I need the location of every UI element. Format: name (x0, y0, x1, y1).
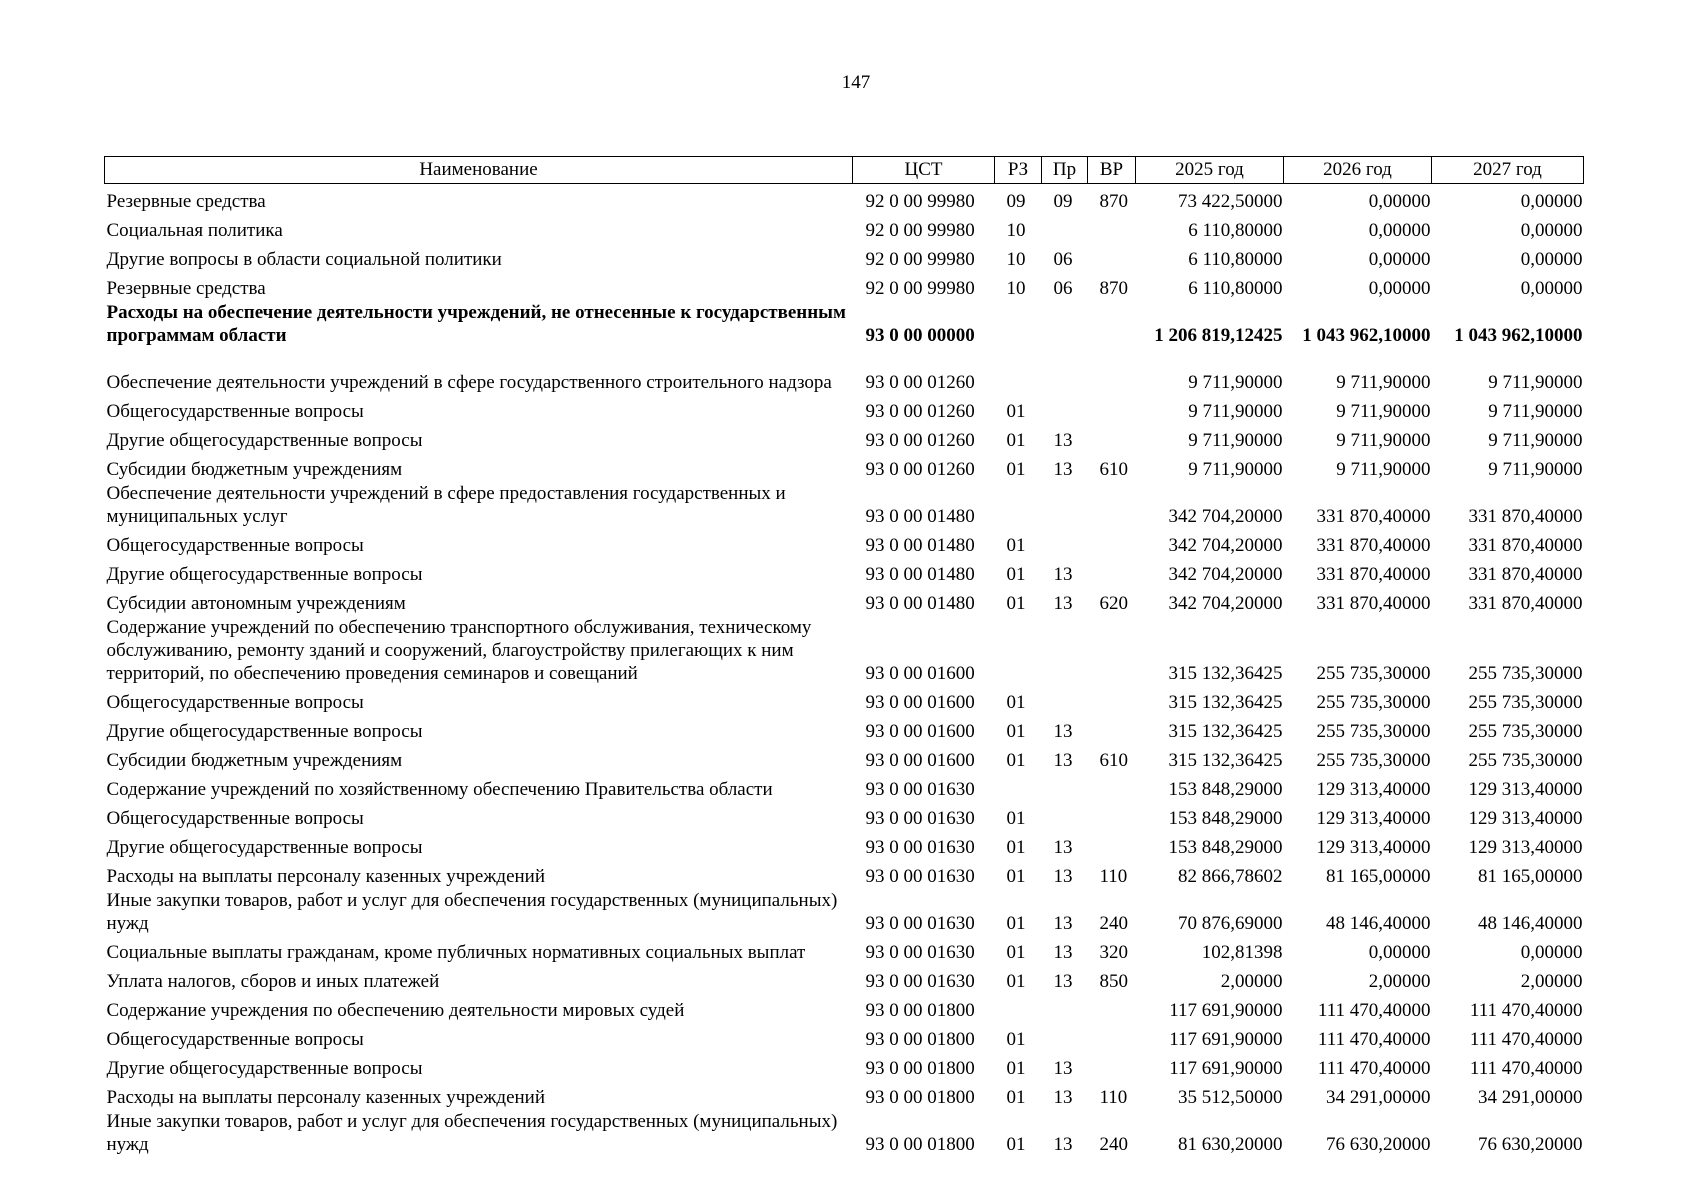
cell-cst: 93 0 00 00000 (865, 325, 975, 346)
cell-year-2026: 129 313,40000 (1316, 779, 1431, 800)
cell-vr (1088, 300, 1136, 347)
cell-year-2026: 0,00000 (1368, 942, 1431, 963)
cell-rz: 10 (1006, 249, 1026, 270)
cell-pr: 13 (1053, 942, 1073, 963)
cell-cst: 93 0 00 01600 (865, 663, 975, 684)
header-year-2026: 2026 год (1284, 157, 1432, 184)
page-number: 147 (841, 72, 871, 93)
cell-year-2027: 9 711,90000 (1488, 430, 1583, 451)
cell-year-2026: 9 711,90000 (1336, 372, 1431, 393)
cell-vr (1088, 394, 1136, 423)
cell-year-2027: 0,00000 (1520, 249, 1583, 270)
cell-cst: 92 0 00 99980 (865, 278, 975, 299)
cell-cst: 93 0 00 01480 (865, 593, 975, 614)
cell-year-2027: 81 165,00000 (1478, 866, 1583, 887)
cell-cst: 92 0 00 99980 (865, 220, 975, 241)
cell-name: Общегосударственные вопросы (106, 401, 364, 422)
cell-year-2026: 129 313,40000 (1316, 808, 1431, 829)
cell-year-2026: 0,00000 (1368, 191, 1431, 212)
cell-vr: 610 (1099, 750, 1128, 771)
cell-pr (1042, 1022, 1088, 1051)
cell-year-2027: 111 470,40000 (1469, 1000, 1583, 1021)
cell-cst: 93 0 00 01800 (865, 1000, 975, 1021)
cell-year-2025: 315 132,36425 (1168, 750, 1283, 771)
cell-cst: 93 0 00 01800 (865, 1134, 975, 1155)
cell-pr: 13 (1053, 459, 1073, 480)
table-row (105, 830, 1584, 859)
cell-name: Расходы на выплаты персоналу казенных учреждений (106, 1087, 546, 1108)
cell-year-2026: 255 735,30000 (1316, 750, 1431, 771)
cell-name: Другие вопросы в области социальной политики (106, 249, 502, 270)
cell-year-2025: 153 848,29000 (1168, 779, 1283, 800)
table-row (105, 1109, 1584, 1156)
cell-rz: 01 (1006, 535, 1026, 556)
cell-cst: 93 0 00 01480 (865, 564, 975, 585)
cell-rz: 01 (1006, 837, 1026, 858)
cell-year-2027: 2,00000 (1520, 971, 1583, 992)
cell-name: Социальная политика (106, 220, 283, 241)
cell-year-2027: 255 735,30000 (1468, 692, 1583, 713)
cell-name: Субсидии бюджетным учреждениям (106, 459, 403, 480)
header-year-2025: 2025 год (1136, 157, 1284, 184)
cell-year-2027: 255 735,30000 (1468, 721, 1583, 742)
cell-rz: 01 (1006, 593, 1026, 614)
cell-year-2025: 117 691,90000 (1169, 1058, 1283, 1079)
cell-vr: 870 (1099, 191, 1128, 212)
cell-pr: 13 (1053, 913, 1073, 934)
cell-vr: 240 (1099, 1134, 1128, 1155)
table-row (105, 964, 1584, 993)
table-row (105, 772, 1584, 801)
cell-cst: 93 0 00 01600 (865, 692, 975, 713)
cell-year-2027: 129 313,40000 (1468, 808, 1583, 829)
cell-name: Общегосударственные вопросы (106, 1029, 364, 1050)
cell-cst: 93 0 00 01630 (865, 837, 975, 858)
cell-year-2026: 34 291,00000 (1326, 1087, 1431, 1108)
cell-cst: 93 0 00 01600 (865, 721, 975, 742)
cell-vr (1088, 347, 1136, 394)
cell-year-2025: 9 711,90000 (1188, 401, 1283, 422)
cell-vr (1088, 423, 1136, 452)
cell-year-2026: 111 470,40000 (1317, 1058, 1431, 1079)
cell-rz: 01 (1006, 459, 1026, 480)
cell-year-2026: 331 870,40000 (1316, 506, 1431, 527)
cell-pr: 13 (1053, 750, 1073, 771)
cell-vr (1088, 557, 1136, 586)
cell-cst: 93 0 00 01480 (865, 535, 975, 556)
cell-vr: 240 (1099, 913, 1128, 934)
cell-rz: 09 (1006, 191, 1026, 212)
cell-year-2026: 9 711,90000 (1336, 430, 1431, 451)
cell-year-2027: 1 043 962,10000 (1454, 325, 1583, 346)
cell-pr (1042, 801, 1088, 830)
cell-cst: 93 0 00 01800 (865, 1087, 975, 1108)
cell-year-2025: 342 704,20000 (1168, 506, 1283, 527)
cell-name: Резервные средства (106, 278, 266, 299)
cell-year-2025: 73 422,50000 (1178, 191, 1283, 212)
cell-vr: 620 (1099, 593, 1128, 614)
table-row (105, 347, 1584, 394)
cell-name: Иные закупки товаров, работ и услуг для обеспечения государственных (муниципальных) нужд (106, 890, 838, 934)
cell-name: Субсидии автономным учреждениям (106, 593, 406, 614)
cell-year-2025: 9 711,90000 (1188, 372, 1283, 393)
cell-pr: 13 (1053, 1087, 1073, 1108)
cell-year-2027: 48 146,40000 (1478, 913, 1583, 934)
table-row (105, 213, 1584, 242)
table-row (105, 586, 1584, 615)
cell-year-2026: 48 146,40000 (1326, 913, 1431, 934)
cell-vr (1088, 528, 1136, 557)
cell-vr: 110 (1099, 1087, 1128, 1108)
table-row (105, 888, 1584, 935)
cell-year-2027: 331 870,40000 (1468, 564, 1583, 585)
cell-year-2025: 2,00000 (1220, 971, 1283, 992)
cell-vr: 870 (1099, 278, 1128, 299)
cell-rz: 01 (1006, 1087, 1026, 1108)
cell-rz: 01 (1006, 1058, 1026, 1079)
cell-rz: 01 (1006, 721, 1026, 742)
cell-pr: 13 (1053, 866, 1073, 887)
cell-rz: 01 (1006, 692, 1026, 713)
cell-pr: 13 (1053, 837, 1073, 858)
cell-name: Другие общегосударственные вопросы (106, 721, 423, 742)
cell-year-2026: 255 735,30000 (1316, 692, 1431, 713)
table-row (105, 935, 1584, 964)
cell-year-2026: 0,00000 (1368, 220, 1431, 241)
cell-pr: 13 (1053, 971, 1073, 992)
cell-name: Иные закупки товаров, работ и услуг для обеспечения государственных (муниципальных) нужд (106, 1111, 838, 1155)
cell-year-2026: 9 711,90000 (1336, 459, 1431, 480)
cell-name: Расходы на выплаты персоналу казенных учреждений (106, 866, 546, 887)
cell-cst: 93 0 00 01630 (865, 971, 975, 992)
cell-year-2025: 6 110,80000 (1188, 249, 1283, 270)
cell-vr (1088, 685, 1136, 714)
cell-rz: 01 (1006, 913, 1026, 934)
cell-year-2025: 342 704,20000 (1168, 564, 1283, 585)
cell-rz (995, 481, 1042, 528)
cell-rz: 01 (1006, 971, 1026, 992)
cell-pr: 06 (1053, 249, 1073, 270)
cell-pr: 13 (1053, 593, 1073, 614)
table-row (105, 300, 1584, 347)
table-header (105, 157, 1584, 184)
cell-cst: 93 0 00 01630 (865, 913, 975, 934)
cell-pr: 09 (1053, 191, 1073, 212)
cell-year-2026: 0,00000 (1368, 249, 1431, 270)
table-row (105, 184, 1584, 214)
cell-year-2025: 342 704,20000 (1168, 593, 1283, 614)
cell-year-2027: 34 291,00000 (1478, 1087, 1583, 1108)
cell-vr: 320 (1099, 942, 1128, 963)
cell-rz (995, 615, 1042, 685)
cell-cst: 93 0 00 01800 (865, 1058, 975, 1079)
cell-name: Другие общегосударственные вопросы (106, 564, 423, 585)
cell-rz (995, 300, 1042, 347)
header-cst: ЦСТ (853, 157, 995, 184)
cell-year-2026: 255 735,30000 (1316, 663, 1431, 684)
cell-rz: 10 (1006, 278, 1026, 299)
cell-year-2027: 76 630,20000 (1478, 1134, 1583, 1155)
cell-year-2025: 117 691,90000 (1169, 1000, 1283, 1021)
cell-vr (1088, 1022, 1136, 1051)
cell-name: Обеспечение деятельности учреждений в сфере государственного строительного надзора (106, 372, 832, 393)
header-name: Наименование (105, 157, 853, 184)
cell-year-2025: 153 848,29000 (1168, 837, 1283, 858)
cell-vr: 610 (1099, 459, 1128, 480)
cell-cst: 93 0 00 01260 (865, 430, 975, 451)
cell-rz: 01 (1006, 430, 1026, 451)
table-row (105, 271, 1584, 300)
cell-rz: 01 (1006, 866, 1026, 887)
header-vr: ВР (1088, 157, 1136, 184)
cell-cst: 93 0 00 01800 (865, 1029, 975, 1050)
table-row (105, 801, 1584, 830)
cell-name: Уплата налогов, сборов и иных платежей (106, 971, 440, 992)
cell-year-2026: 2,00000 (1368, 971, 1431, 992)
table-row (105, 452, 1584, 481)
cell-pr (1042, 772, 1088, 801)
header-pr: Пр (1042, 157, 1088, 184)
cell-year-2025: 153 848,29000 (1168, 808, 1283, 829)
cell-name: Социальные выплаты гражданам, кроме публичных нормативных социальных выплат (106, 942, 806, 963)
cell-year-2027: 0,00000 (1520, 220, 1583, 241)
cell-year-2025: 315 132,36425 (1168, 692, 1283, 713)
cell-year-2027: 129 313,40000 (1468, 837, 1583, 858)
cell-name: Субсидии бюджетным учреждениям (106, 750, 403, 771)
cell-year-2026: 76 630,20000 (1326, 1134, 1431, 1155)
cell-year-2025: 6 110,80000 (1188, 220, 1283, 241)
cell-vr (1088, 714, 1136, 743)
cell-cst: 93 0 00 01630 (865, 866, 975, 887)
cell-year-2027: 9 711,90000 (1488, 401, 1583, 422)
cell-year-2026: 331 870,40000 (1316, 593, 1431, 614)
cell-pr: 13 (1053, 721, 1073, 742)
cell-year-2026: 1 043 962,10000 (1302, 325, 1431, 346)
cell-year-2025: 102,81398 (1201, 942, 1283, 963)
cell-pr: 13 (1053, 1134, 1073, 1155)
cell-year-2025: 9 711,90000 (1188, 430, 1283, 451)
cell-pr (1042, 528, 1088, 557)
cell-year-2027: 331 870,40000 (1468, 535, 1583, 556)
cell-rz: 10 (1006, 220, 1026, 241)
table-row (105, 1080, 1584, 1109)
cell-pr: 13 (1053, 1058, 1073, 1079)
cell-name: Общегосударственные вопросы (106, 692, 364, 713)
cell-year-2025: 35 512,50000 (1178, 1087, 1283, 1108)
cell-year-2027: 0,00000 (1520, 942, 1583, 963)
header-rz: РЗ (995, 157, 1042, 184)
cell-pr (1042, 347, 1088, 394)
cell-vr (1088, 772, 1136, 801)
table-row (105, 615, 1584, 685)
cell-year-2027: 111 470,40000 (1469, 1058, 1583, 1079)
cell-name: Резервные средства (106, 191, 266, 212)
cell-cst: 92 0 00 99980 (865, 191, 975, 212)
cell-cst: 93 0 00 01630 (865, 942, 975, 963)
cell-name: Содержание учреждений по хозяйственному обеспечению Правительства области (106, 779, 773, 800)
table-row (105, 1051, 1584, 1080)
cell-vr (1088, 213, 1136, 242)
cell-year-2025: 117 691,90000 (1169, 1029, 1283, 1050)
budget-table (104, 156, 1584, 1156)
cell-rz: 01 (1006, 1134, 1026, 1155)
cell-cst: 93 0 00 01260 (865, 372, 975, 393)
cell-vr: 850 (1099, 971, 1128, 992)
cell-rz (995, 993, 1042, 1022)
table-row (105, 714, 1584, 743)
cell-year-2025: 82 866,78602 (1178, 866, 1283, 887)
cell-year-2025: 342 704,20000 (1168, 535, 1283, 556)
cell-year-2026: 331 870,40000 (1316, 564, 1431, 585)
cell-rz: 01 (1006, 942, 1026, 963)
cell-cst: 93 0 00 01260 (865, 401, 975, 422)
cell-name: Общегосударственные вопросы (106, 535, 364, 556)
cell-cst: 93 0 00 01630 (865, 779, 975, 800)
cell-name: Другие общегосударственные вопросы (106, 1058, 423, 1079)
cell-pr (1042, 213, 1088, 242)
cell-year-2026: 129 313,40000 (1316, 837, 1431, 858)
cell-year-2026: 111 470,40000 (1317, 1000, 1431, 1021)
cell-vr (1088, 993, 1136, 1022)
cell-pr (1042, 685, 1088, 714)
cell-cst: 93 0 00 01260 (865, 459, 975, 480)
table-row (105, 743, 1584, 772)
table-row (105, 859, 1584, 888)
cell-year-2027: 255 735,30000 (1468, 663, 1583, 684)
cell-pr: 13 (1053, 430, 1073, 451)
cell-year-2027: 255 735,30000 (1468, 750, 1583, 771)
cell-vr (1088, 481, 1136, 528)
table-row (105, 993, 1584, 1022)
cell-rz: 01 (1006, 808, 1026, 829)
cell-name: Содержание учреждения по обеспечению деятельности мировых судей (106, 1000, 685, 1021)
cell-cst: 92 0 00 99980 (865, 249, 975, 270)
cell-rz: 01 (1006, 750, 1026, 771)
cell-rz (995, 347, 1042, 394)
cell-year-2025: 315 132,36425 (1168, 721, 1283, 742)
cell-rz: 01 (1006, 401, 1026, 422)
cell-year-2026: 331 870,40000 (1316, 535, 1431, 556)
cell-year-2025: 70 876,69000 (1178, 913, 1283, 934)
cell-year-2025: 1 206 819,12425 (1154, 325, 1283, 346)
cell-pr: 13 (1053, 564, 1073, 585)
cell-vr (1088, 830, 1136, 859)
cell-cst: 93 0 00 01600 (865, 750, 975, 771)
cell-year-2026: 9 711,90000 (1336, 401, 1431, 422)
table-row (105, 528, 1584, 557)
table-row (105, 557, 1584, 586)
cell-vr (1088, 615, 1136, 685)
cell-rz: 01 (1006, 1029, 1026, 1050)
cell-vr (1088, 1051, 1136, 1080)
cell-rz: 01 (1006, 564, 1026, 585)
cell-year-2025: 9 711,90000 (1188, 459, 1283, 480)
cell-pr: 06 (1053, 278, 1073, 299)
table-row (105, 242, 1584, 271)
cell-vr (1088, 801, 1136, 830)
cell-pr (1042, 481, 1088, 528)
cell-year-2027: 331 870,40000 (1468, 506, 1583, 527)
cell-name: Расходы на обеспечение деятельности учреждений, не отнесенные к государственным программам области (106, 302, 846, 346)
cell-vr: 110 (1099, 866, 1128, 887)
cell-name: Обеспечение деятельности учреждений в сфере предоставления государственных и муниципальных услуг (106, 483, 786, 527)
cell-name: Содержание учреждений по обеспечению транспортного обслуживания, техническому обслуживанию, ремонту зданий и сооружений, благоустройству прилегающих к ним территорий, по обеспечению проведения семинаров и совещаний (106, 617, 812, 684)
table-row (105, 423, 1584, 452)
cell-year-2025: 315 132,36425 (1168, 663, 1283, 684)
cell-year-2026: 255 735,30000 (1316, 721, 1431, 742)
cell-cst: 93 0 00 01480 (865, 506, 975, 527)
cell-year-2027: 331 870,40000 (1468, 593, 1583, 614)
cell-year-2025: 6 110,80000 (1188, 278, 1283, 299)
cell-name: Другие общегосударственные вопросы (106, 837, 423, 858)
table-row (105, 685, 1584, 714)
cell-name: Другие общегосударственные вопросы (106, 430, 423, 451)
cell-rz (995, 772, 1042, 801)
cell-year-2026: 0,00000 (1368, 278, 1431, 299)
cell-year-2027: 9 711,90000 (1488, 372, 1583, 393)
cell-vr (1088, 242, 1136, 271)
table-body (105, 184, 1584, 1157)
cell-year-2027: 0,00000 (1520, 191, 1583, 212)
cell-pr (1042, 300, 1088, 347)
cell-pr (1042, 615, 1088, 685)
header-year-2027: 2027 год (1432, 157, 1584, 184)
cell-year-2025: 81 630,20000 (1178, 1134, 1283, 1155)
cell-year-2027: 111 470,40000 (1469, 1029, 1583, 1050)
cell-year-2027: 0,00000 (1520, 278, 1583, 299)
cell-name: Общегосударственные вопросы (106, 808, 364, 829)
cell-pr (1042, 394, 1088, 423)
cell-pr (1042, 993, 1088, 1022)
table-row (105, 481, 1584, 528)
cell-cst: 93 0 00 01630 (865, 808, 975, 829)
cell-year-2027: 9 711,90000 (1488, 459, 1583, 480)
table-row (105, 394, 1584, 423)
cell-year-2026: 111 470,40000 (1317, 1029, 1431, 1050)
cell-year-2026: 81 165,00000 (1326, 866, 1431, 887)
cell-year-2027: 129 313,40000 (1468, 779, 1583, 800)
table-row (105, 1022, 1584, 1051)
